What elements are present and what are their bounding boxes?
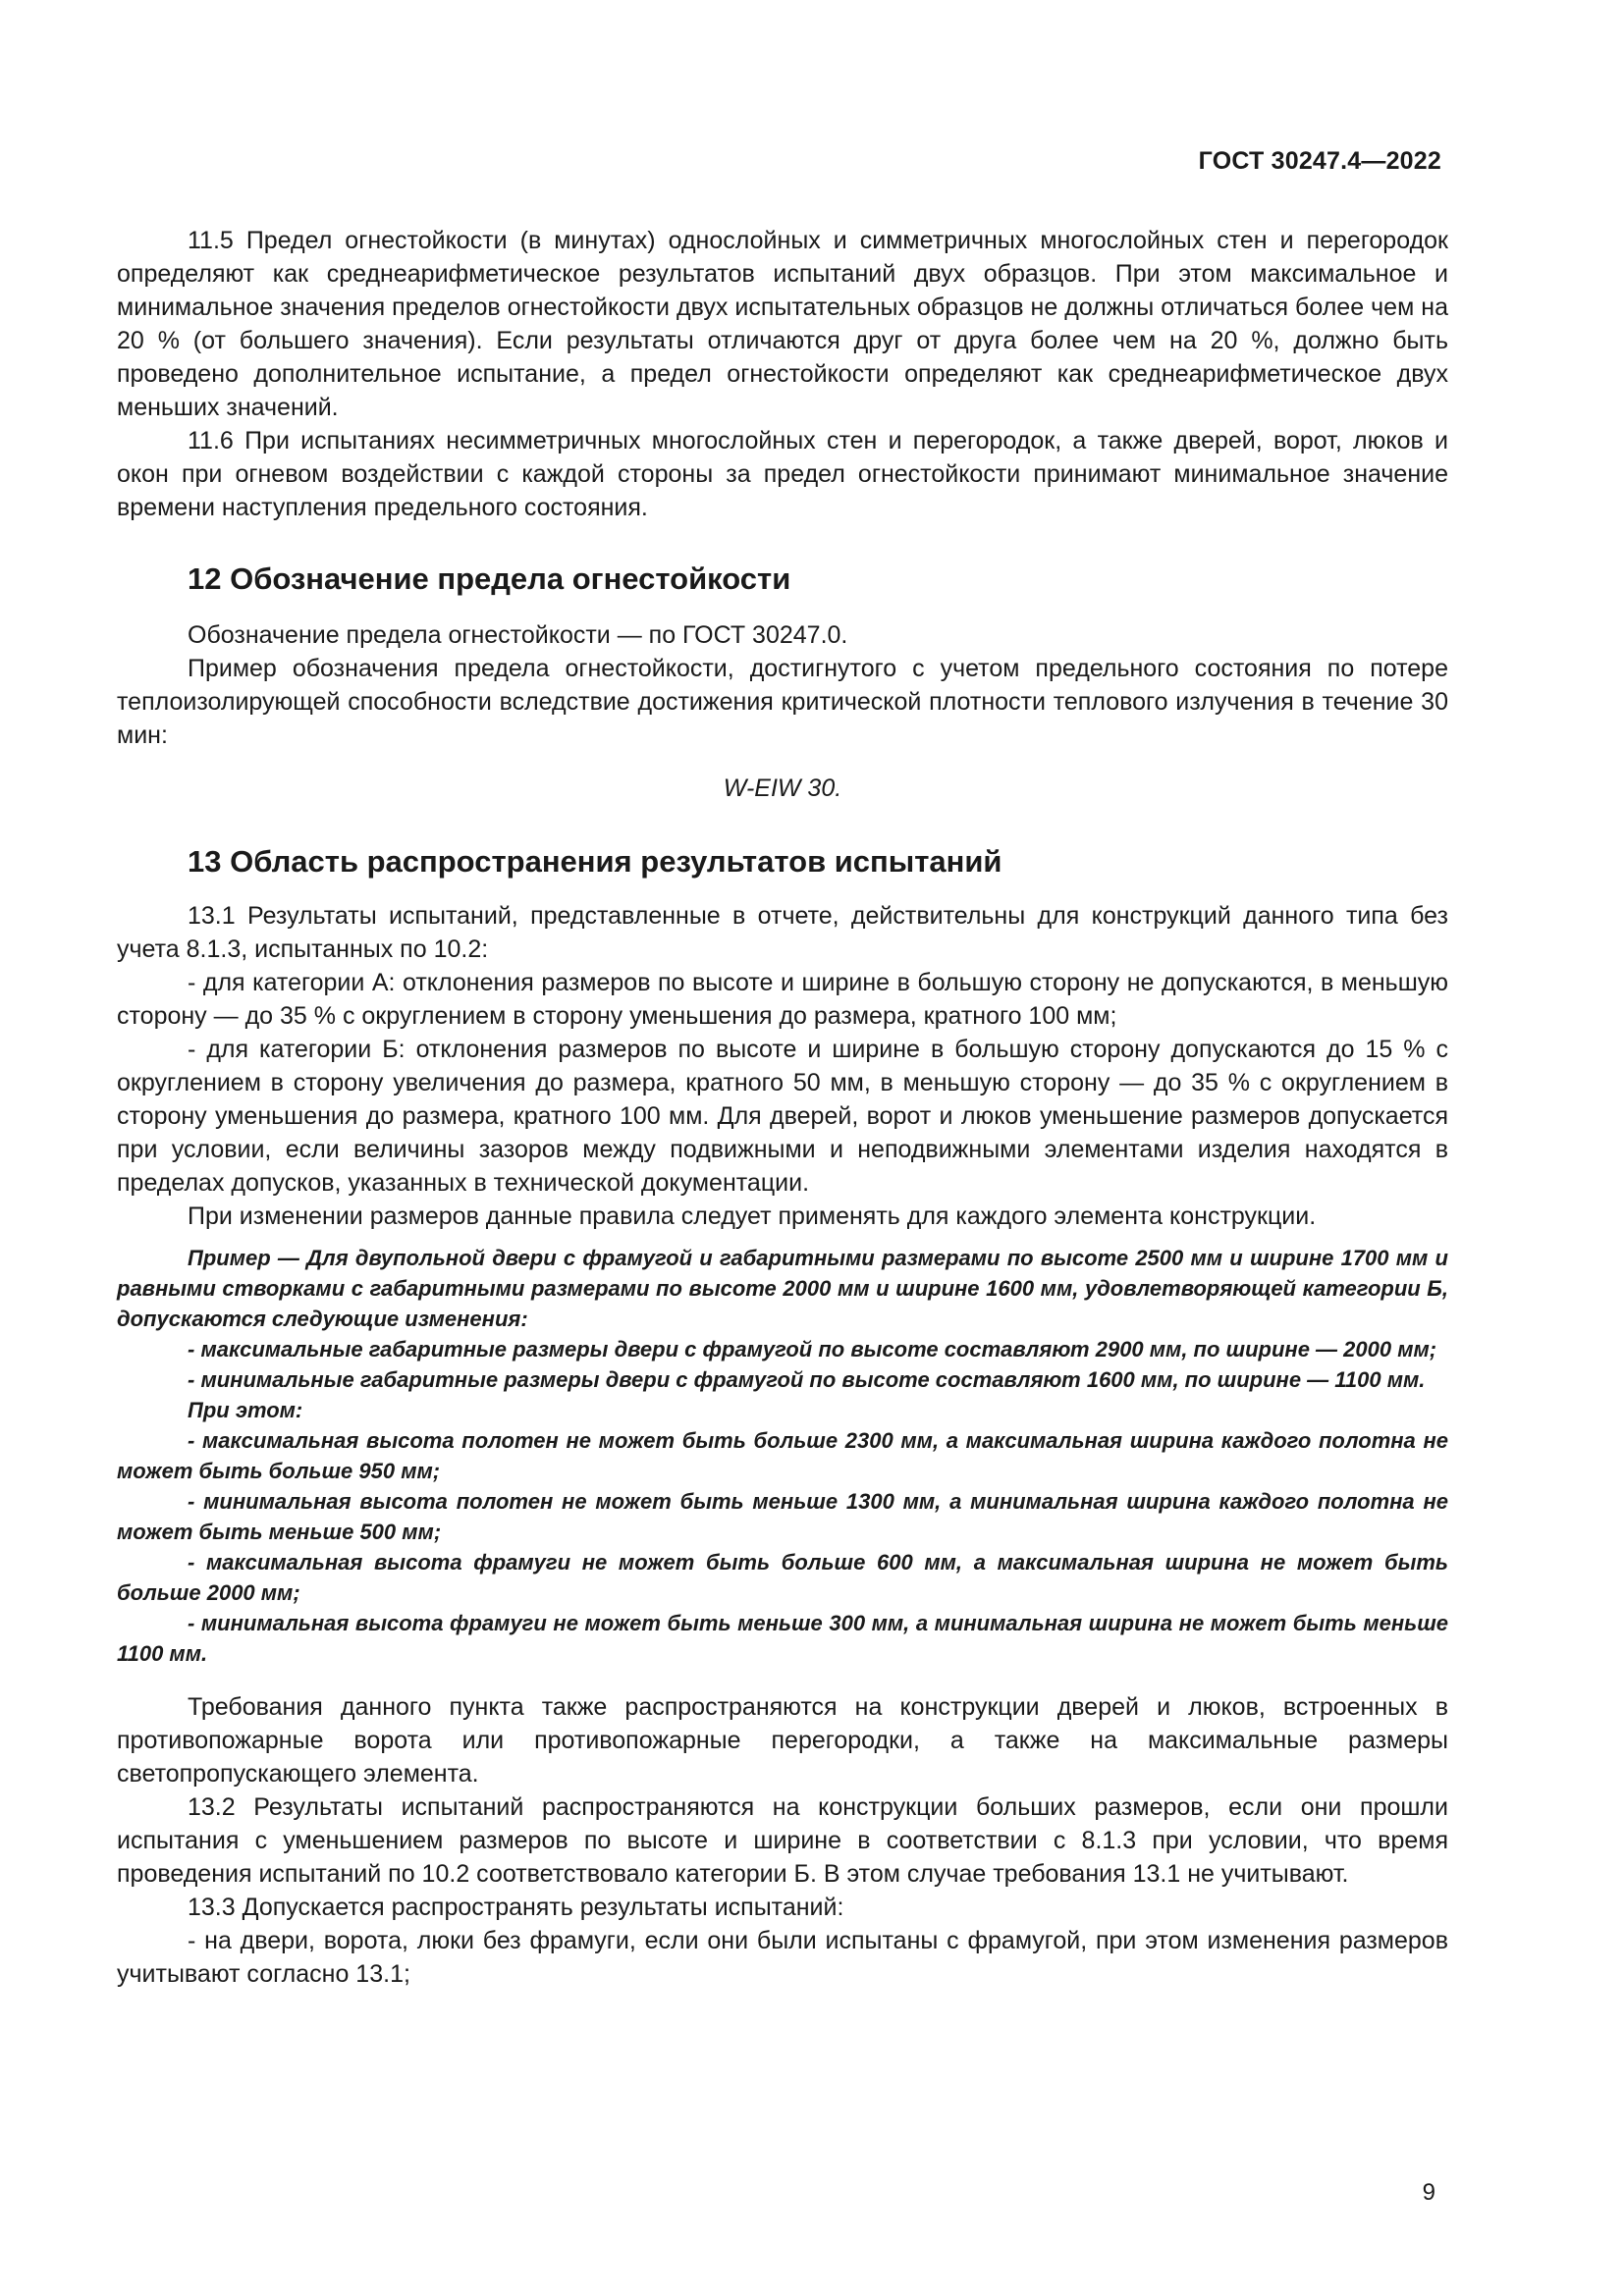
paragraph-13-1: 13.1 Результаты испытаний, представленные в отчете, действительны для конструкций данного типа без учета 8.1.3, испытанных по 10.2:	[117, 902, 1448, 963]
paragraph-size-change: При изменении размеров данные правила следует применять для каждого элемента конструкции.	[188, 1202, 1317, 1230]
example-item: - максимальная высота фрамуги не может быть больше 600 мм, а максимальная ширина не может быть больше 2000 мм;	[117, 1550, 1448, 1605]
example-item: - максимальная высота полотен не может быть больше 2300 мм, а максимальная ширина каждого полотна не может быть больше 950 мм;	[117, 1428, 1448, 1483]
example-item: - минимальная высота полотен не может быть меньше 1300 мм, а минимальная ширина каждого полотна не может быть меньше 500 мм;	[117, 1489, 1448, 1544]
page-number: 9	[1422, 2179, 1435, 2206]
section-12-heading: 12 Обозначение предела огнестойкости	[188, 561, 791, 596]
list-item-category-a: - для категории А: отклонения размеров по высоте и ширине в большую сторону не допускаются, в меньшую сторону — до 35 % с округлением в сторону уменьшения до размера, кратного 100 мм;	[117, 969, 1448, 1030]
paragraph-13-2: 13.2 Результаты испытаний распространяются на конструкции больших размеров, если они прошли испытания с уменьшением размеров по высоте и ширине в соответствии с 8.1.3 при условии, что время проведения испытаний по 10.2 соответствовало категории Б. В этом случае требования 13.1 не учитывают.	[117, 1793, 1448, 1888]
section-13-heading: 13 Область распространения результатов испытаний	[188, 844, 1002, 879]
example-item: - максимальные габаритные размеры двери с фрамугой по высоте составляют 2900 мм, по ширине — 2000 мм;	[188, 1337, 1437, 1362]
example-pri-etom: При этом:	[188, 1398, 303, 1422]
designation-formula: W-EIW 30.	[723, 774, 842, 802]
paragraph-11-6: 11.6 При испытаниях несимметричных многослойных стен и перегородок, а также дверей, ворот, люков и окон при огневом воздействии с каждой стороны за предел огнестойкости принимают минимальное значение времени наступления предельного состояния.	[117, 427, 1448, 521]
example-item: - минимальная высота фрамуги не может быть меньше 300 мм, а минимальная ширина не может быть меньше 1100 мм.	[117, 1611, 1448, 1666]
paragraph-11-5: 11.5 Предел огнестойкости (в минутах) однослойных и симметричных многослойных стен и перегородок определяют как среднеарифметическое результатов испытаний двух образцов. При этом максимальное и минимальное значения пределов огнестойкости двух испытательных образцов не должны отличаться более чем на 20 % (от большего значения). Если результаты отличаются друг от друга более чем на 20 %, должно быть проведено дополнительное испытание, а предел огнестойкости определяют как среднеарифметическое двух меньших значений.	[117, 227, 1448, 421]
standard-code-header: ГОСТ 30247.4—2022	[1198, 147, 1441, 175]
paragraph-requirements: Требования данного пункта также распространяются на конструкции дверей и люков, встроенных в противопожарные ворота или противопожарные перегородки, а также на максимальные размеры светопропускающего элемента.	[117, 1693, 1448, 1788]
example-block	[117, 1243, 1448, 1669]
example-intro: Пример — Для двупольной двери с фрамугой и габаритными размерами по высоте 2500 мм и ширине 1700 мм и равными створками с габаритными размерами по высоте 2000 мм и ширине 1600 мм, удовлетворяющей категории Б, допускаются следующие изменения:	[117, 1246, 1448, 1331]
list-item-no-transom: - на двери, ворота, люки без фрамуги, если они были испытаны с фрамугой, при этом изменения размеров учитывают согласно 13.1;	[117, 1927, 1448, 1988]
section-12-paragraph-2: Пример обозначения предела огнестойкости, достигнутого с учетом предельного состояния по потере теплоизолирующей способности вследствие достижения критической плотности теплового излучения в течение 30 мин:	[117, 655, 1448, 749]
section-12-paragraph-1: Обозначение предела огнестойкости — по ГОСТ 30247.0.	[188, 621, 848, 649]
paragraph-13-3: 13.3 Допускается распространять результаты испытаний:	[188, 1894, 844, 1921]
list-item-category-b: - для категории Б: отклонения размеров по высоте и ширине в большую сторону допускаются до 15 % с округлением в сторону увеличения до размера, кратного 50 мм, в меньшую сторону — до 35 % с округлением в сторону уменьшения до размера, кратного 100 мм. Для дверей, ворот и люков уменьшение размеров допускается при условии, если величины зазоров между подвижными и неподвижными элементами изделия находятся в пределах допусков, указанных в технической документации.	[117, 1036, 1448, 1197]
example-item: - минимальные габаритные размеры двери с фрамугой по высоте составляют 1600 мм, по ширине — 1100 мм.	[188, 1367, 1426, 1392]
page-content	[117, 224, 1448, 1991]
